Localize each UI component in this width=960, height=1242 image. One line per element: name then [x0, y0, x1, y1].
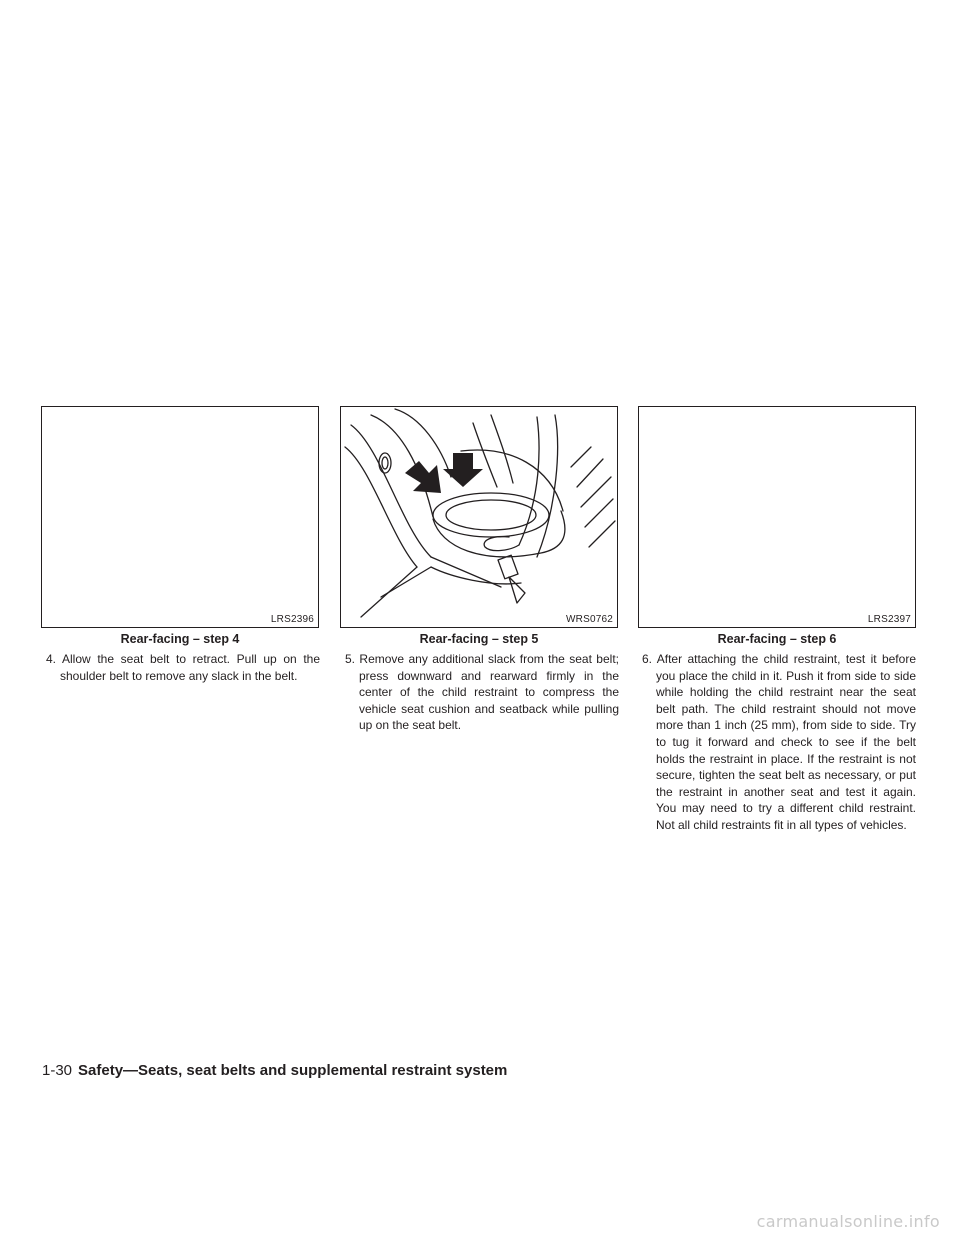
step-6-text: 6. After attaching the child restraint, test it before you place the child in it. Push it from side to side while holding the child restraint near the seat belt path. The child restraint should not move more than 1 inch (25 mm), from side to side. Try to tug it forward and check to see if the belt holds the restraint in place. If the restraint is not secure, tighten the seat belt as necessary, or put the restraint in another seat and test it again. You may need to try a different child restraint. Not all child restraints fit in all types of vehicles.: [642, 652, 916, 832]
child-seat-illustration: [341, 407, 617, 627]
figure-caption-step-4: Rear-facing – step 4: [120, 632, 240, 646]
arrow-diagonal-icon: [405, 461, 441, 493]
figure-step-5: [340, 406, 618, 628]
figure-code: LRS2397: [867, 614, 911, 625]
page-footer: [42, 1062, 507, 1079]
step-4-text: 4. Allow the seat belt to retract. Pull up on the shoulder belt to remove any slack in the belt.: [46, 652, 320, 683]
arrow-down-icon: [443, 453, 483, 487]
figure-step-6: [638, 406, 916, 628]
section-title: Safety—Seats, seat belts and supplemental restraint system: [78, 1062, 508, 1079]
figure-caption-step-6: Rear-facing – step 6: [717, 632, 837, 646]
step-5-text: 5. Remove any additional slack from the seat belt; press downward and rearward firmly in the center of the child restraint to compress the vehicle seat cushion and seatback while pulling up on the seat belt.: [345, 652, 619, 733]
figure-caption-step-5: Rear-facing – step 5: [419, 632, 539, 646]
figure-step-4: [41, 406, 319, 628]
figure-code: LRS2396: [270, 614, 314, 625]
watermark: carmanualsonline.info: [756, 1212, 940, 1231]
page-number: 1-30: [42, 1062, 73, 1079]
figure-code: WRS0762: [566, 614, 613, 625]
